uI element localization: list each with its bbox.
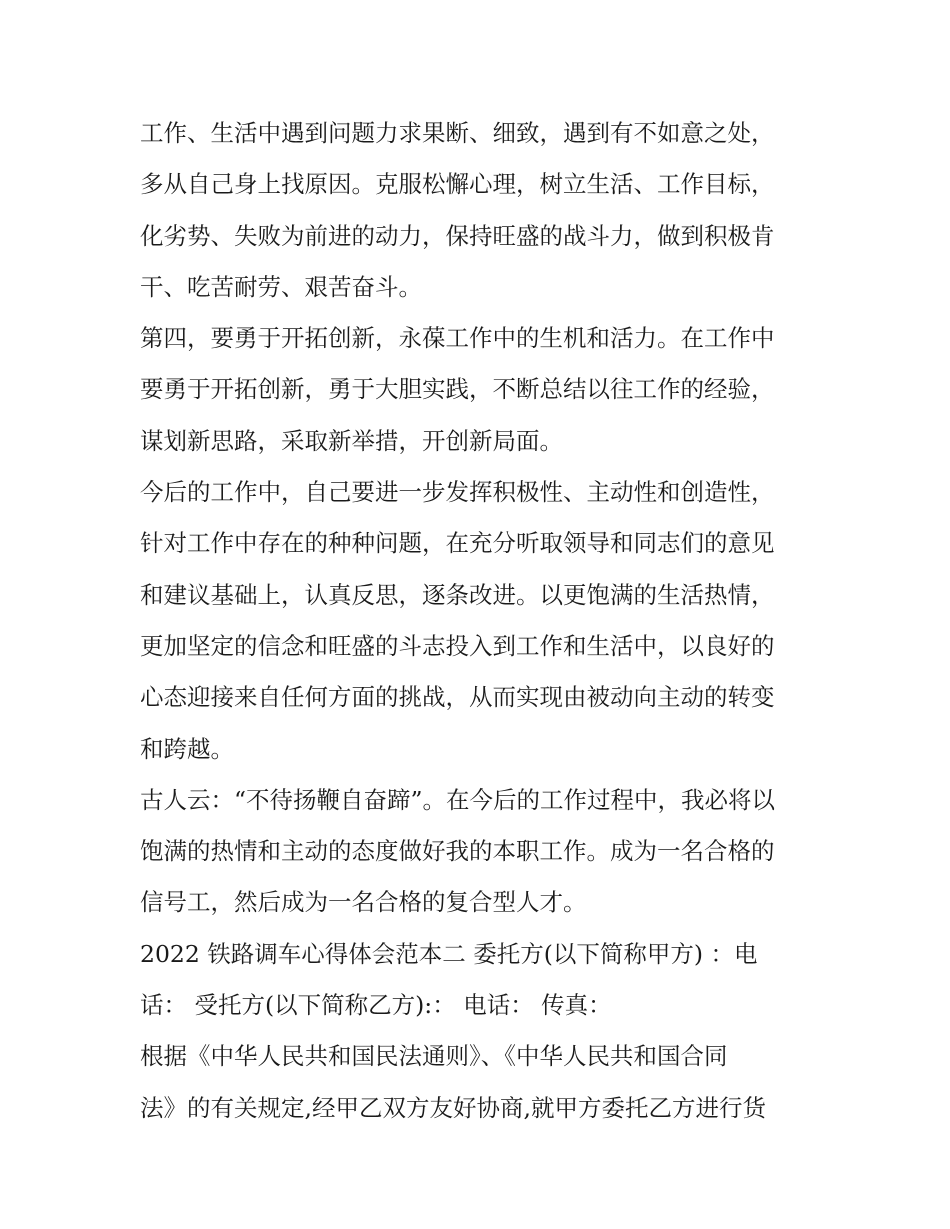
text-line: 要勇于开拓创新，勇于大胆实践，不断总结以往工作的经验， [140, 375, 775, 404]
text-line: 古人云：“不待扬鞭自奋蹄”。在今后的工作过程中，我必将以 [140, 785, 776, 814]
text-line: 干、吃苦耐劳、艰苦奋斗。 [140, 272, 422, 301]
text-line: 第四，要勇于开拓创新，永葆工作中的生机和活力。在工作中 [140, 324, 775, 353]
text-line: 信号工，然后成为一名合格的复合型人才。 [140, 888, 587, 917]
text-line: 和建议基础上，认真反思，逐条改进。以更饱满的生活热情， [140, 580, 775, 609]
document-body [140, 108, 820, 1134]
text-line: 今后的工作中，自己要进一步发挥积极性、主动性和创造性， [140, 478, 775, 507]
text-line: 2022 铁路调车心得体会范本二 委托方(以下简称甲方) ：电 [140, 939, 758, 968]
text-line: 工作、生活中遇到问题力求果断、细致，遇到有不如意之处， [140, 119, 775, 147]
text-line: 法》的有关规定,经甲乙双方友好协商,就甲方委托乙方进行货 [140, 1093, 766, 1122]
text-line: 更加坚定的信念和旺盛的斗志投入到工作和生活中，以良好的 [140, 631, 775, 660]
text-line: 心态迎接来自任何方面的挑战，从而实现由被动向主动的转变 [140, 683, 775, 712]
text-line: 饱满的热情和主动的态度做好我的本职工作。成为一名合格的 [140, 837, 775, 866]
text-line: 和跨越。 [140, 734, 234, 763]
text-line: 话： 受托方(以下简称乙方):： 电话： 传真： [140, 991, 612, 1020]
text-line: 针对工作中存在的种种问题，在充分听取领导和同志们的意见 [140, 529, 775, 558]
text-line: 多从自己身上找原因。克服松懈心理，树立生活、工作目标， [140, 170, 775, 199]
text-line: 根据《中华人民共和国民法通则》、《中华人民共和国合同 [140, 1042, 728, 1071]
text-line: 化劣势、失败为前进的动力，保持旺盛的战斗力，做到积极肯 [140, 221, 775, 250]
text-line: 谋划新思路，采取新举措，开创新局面。 [140, 426, 563, 455]
